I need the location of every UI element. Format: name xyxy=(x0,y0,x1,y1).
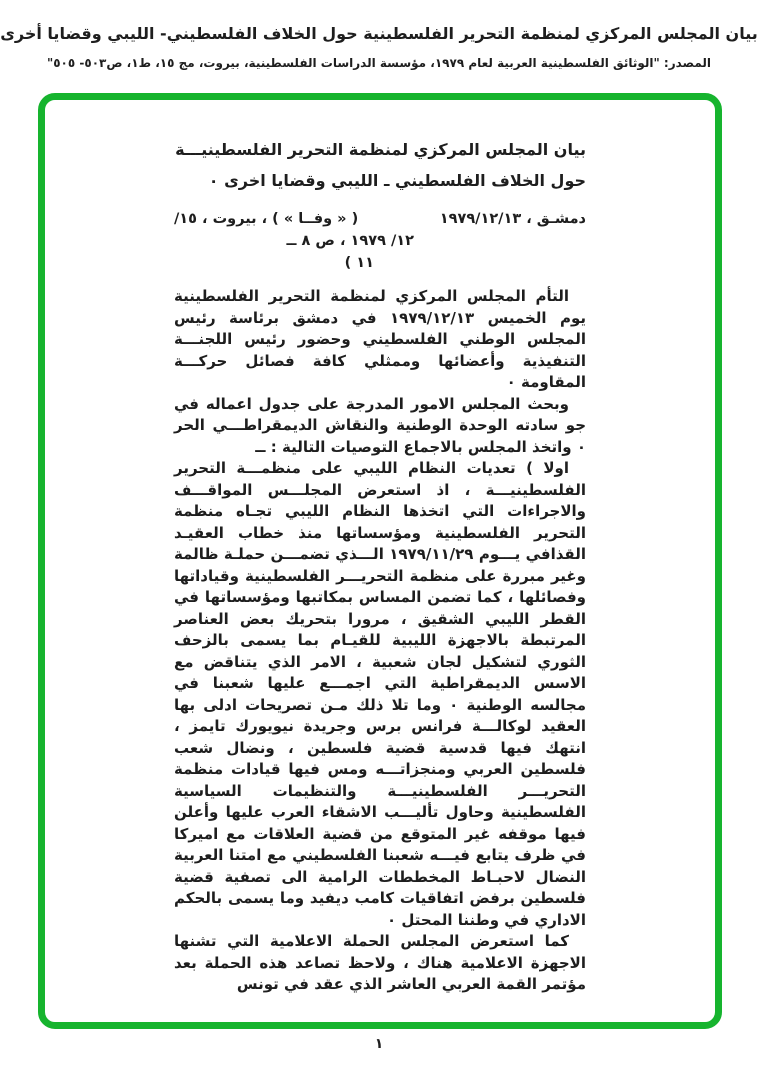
dateline-line-3: ١١ ) xyxy=(344,255,374,271)
dateline-line-1 xyxy=(174,208,586,230)
paragraph-first-recommendation: اولا ) تعديات النظام الليبي على منظمـــة التحرير الفلسطينيـــة ، اذ استعرض المجلـــس المواقـــف والاجراءات التي اتخذها النظام الليبي تجـاه منظمة التحرير الفلسطينية ومؤسساتها منذ خطاب العقيـد القذافي يـــوم ١٩٧٩/١١/٢٩ الـــذي تضمـــن حملـة ظالمة وغير مبررة على منظمة التحريـــر الفلسطينية وقياداتها وفصائلها ، كما تضمن المساس بمكاتبها ومؤسساتها في القطر الليبي الشقيق ، مرورا بتحريك بعض العناصر المرتبطة بالاجهزة الليبية للقيـام بما يسمى بالزحف الثوري لتشكيل لجان شعبية ، الامر الذي يتناقض مع الاسس الديمقراطية التي اجمـــع عليها شعبنا في مجالسه الوطنية ٠ وما تلا ذلك مـن تصريحات ادلى بها العقيد لوكالـــة فرانس برس وجريدة نيويورك تايمز ، انتهك فيها قدسية قضية فلسطين ، ونضال شعب فلسطين العربي ومنجزاتـــه ومس فيها قيادات منظمة التحريـــر الفلسطينيـــة والتنظيمات السياسية الفلسطينية وحاول تأليـــب الاشقاء العرب عليها وأعلن فيها موقفه غير المتوقع من قضية العلاقات مع اميركا في ظرف يتابع فيـــه شعبنا الفلسطيني مع امتنا العربية النضال لاحبـاط المخططات الرامية الى تصفية قضية فلسطين برفض اتفاقيات كامب ديفيد وما يسمى بالحكم الاداري في وطننا المحتل ٠ xyxy=(174,459,586,929)
page-number: ١ xyxy=(374,1036,384,1052)
document-title-line-2: حول الخلاف الفلسطيني ـ الليبي وقضايا اخرى ٠ xyxy=(208,171,586,190)
document-content xyxy=(174,134,586,996)
dateline-city-date: دمشـق ، ١٩٧٩/١٢/١٣ xyxy=(439,211,586,227)
document-title xyxy=(174,134,586,196)
dateline-line-2: ١٢/ ١٩٧٩ ، ص ٨ ــ xyxy=(286,233,414,249)
paragraph-media-campaign: كما استعرض المجلس الحملة الاعلامية التي تشنها الاجهزة الاعلامية هناك ، ولاحظ تصاعد هذه الحملة بعد مؤتمر القمة العربي العاشر الذي عقد في تونس xyxy=(174,932,586,993)
page-title: بيان المجلس المركزي لمنظمة التحرير الفلسطينية حول الخلاف الفلسطيني- الليبي وقضايا أخرى xyxy=(0,24,758,43)
paragraph-opening: التأم المجلس المركزي لمنظمة التحرير الفلسطينية يوم الخميس ١٩٧٩/١٢/١٣ في دمشق برئاسة رئيس المجلس الوطني الفلسطيني وحضور رئيس اللجنـــة التنفيذية وأعضائها وممثلي كافة فصائل حركـــة المقاومة ٠ xyxy=(174,287,586,391)
dateline xyxy=(174,208,586,274)
source-citation: المصدر: "الوثائق الفلسطينية العربية لعام ١٩٧٩، مؤسسة الدراسات الفلسطينية، بيروت، مج ١٥، ط١، ص٥٠٣- ٥٠٥" xyxy=(46,56,712,70)
document-frame xyxy=(38,93,722,1029)
paragraph-agenda: وبحث المجلس الامور المدرجة على جدول اعماله في جو سادته الوحدة الوطنية والنقاش الديمقراطـــي الحر ٠ واتخذ المجلس بالاجماع التوصيات التالية : ــ xyxy=(174,394,586,456)
document-body xyxy=(174,286,586,996)
document-title-line-1: بيان المجلس المركزي لمنظمة التحرير الفلسطينيـــة xyxy=(175,140,586,159)
dateline-agency: ( « وفــا » ) ، بيروت ، ١٥/ xyxy=(174,211,359,227)
